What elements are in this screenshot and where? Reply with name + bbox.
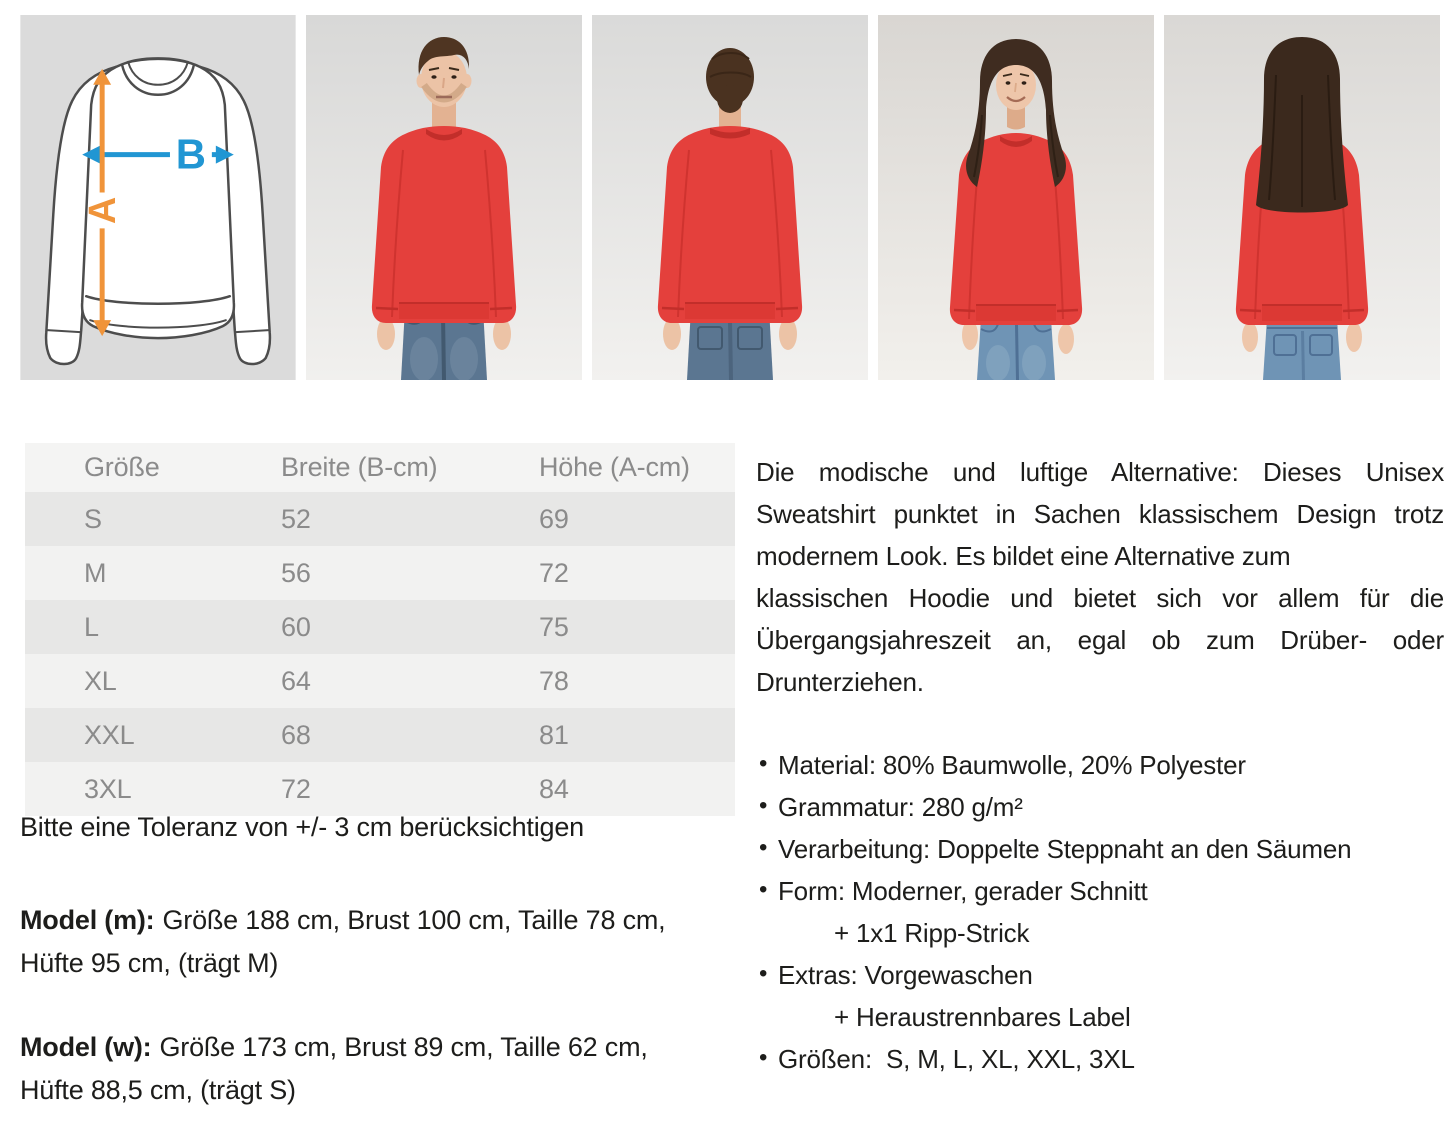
table-cell: 52 xyxy=(281,504,311,534)
bullet-icon: • xyxy=(759,750,768,777)
man-back-illustration xyxy=(592,15,868,380)
tolerance-note: Bitte eine Toleranz von +/- 3 cm berücksichtigen xyxy=(20,812,584,842)
feature-item xyxy=(756,870,1444,912)
bullet-icon: • xyxy=(759,1044,768,1071)
description-line: Drunterziehen. xyxy=(756,667,924,697)
table-cell: M xyxy=(84,558,107,588)
photo-woman-front xyxy=(878,15,1154,380)
table-cell: 64 xyxy=(281,666,311,696)
model-w-measurements: Größe 173 cm, Brust 89 cm, Taille 62 cm, xyxy=(159,1032,648,1062)
size-table xyxy=(25,443,735,816)
table-header-cell: Breite (B-cm) xyxy=(281,452,438,482)
table-row xyxy=(25,600,735,654)
bullet-icon: • xyxy=(759,960,768,987)
table-cell: 69 xyxy=(539,504,569,534)
table-cell: 72 xyxy=(539,558,569,588)
model-w-line2: Hüfte 88,5 cm, (trägt S) xyxy=(20,1075,296,1105)
feature-item xyxy=(756,828,1444,870)
feature-item xyxy=(756,996,1444,1038)
photo-man-front xyxy=(306,15,582,380)
feature-text: Größen: S, M, L, XL, XXL, 3XL xyxy=(778,1044,1135,1074)
table-row xyxy=(25,546,735,600)
size-diagram-panel xyxy=(20,15,296,380)
table-cell: 84 xyxy=(539,774,569,804)
table-cell: 68 xyxy=(281,720,311,750)
model-w-label: Model (w): xyxy=(20,1032,152,1062)
model-w-line1 xyxy=(20,1026,732,1069)
feature-item xyxy=(756,912,1444,954)
table-row xyxy=(25,708,735,762)
feature-text: + 1x1 Ripp-Strick xyxy=(834,918,1030,948)
feature-list xyxy=(756,744,1444,1080)
model-w-info xyxy=(20,1026,732,1112)
feature-item xyxy=(756,1038,1444,1080)
description xyxy=(756,451,1444,703)
photo-woman-back xyxy=(1164,15,1440,380)
bullet-icon: • xyxy=(759,834,768,861)
feature-text: Extras: Vorgewaschen xyxy=(778,960,1033,990)
feature-item xyxy=(756,786,1444,828)
table-cell: XXL xyxy=(84,720,135,750)
feature-text: Verarbeitung: Doppelte Steppnaht an den Säumen xyxy=(778,834,1352,864)
description-line: klassischen Hoodie und bietet sich vor allem für die xyxy=(756,583,1444,613)
photo-man-back xyxy=(592,15,868,380)
woman-back-illustration xyxy=(1164,15,1440,380)
bullet-icon: • xyxy=(759,792,768,819)
model-m-label: Model (m): xyxy=(20,905,155,935)
table-cell: 56 xyxy=(281,558,311,588)
feature-item xyxy=(756,954,1444,996)
table-row xyxy=(25,492,735,546)
feature-text: Grammatur: 280 g/m² xyxy=(778,792,1023,822)
woman-front-illustration xyxy=(878,15,1154,380)
width-label: B xyxy=(175,130,207,178)
table-header-row xyxy=(25,443,735,492)
description-line: Übergangsjahreszeit an, egal ob zum Drüber- oder xyxy=(756,625,1444,655)
description-line: Die modische und luftige Alternative: Dieses Unisex xyxy=(756,457,1444,487)
height-label: A xyxy=(82,196,125,225)
bullet-icon: • xyxy=(759,876,768,903)
table-cell: 60 xyxy=(281,612,311,642)
table-cell: 81 xyxy=(539,720,569,750)
model-m-line2: Hüfte 95 cm, (trägt M) xyxy=(20,948,279,978)
model-m-measurements: Größe 188 cm, Brust 100 cm, Taille 78 cm, xyxy=(162,905,666,935)
description-line: modernem Look. Es bildet eine Alternative zum xyxy=(756,541,1291,571)
table-header-cell: Größe xyxy=(84,452,160,482)
table-header-cell: Höhe (A-cm) xyxy=(539,452,690,482)
feature-item xyxy=(756,744,1444,786)
description-line: Sweatshirt punktet in Sachen klassischem Design trotz xyxy=(756,499,1444,529)
model-m-line1 xyxy=(20,899,732,942)
table-cell: 75 xyxy=(539,612,569,642)
table-cell: 3XL xyxy=(84,774,132,804)
size-diagram-illustration xyxy=(20,15,296,380)
man-front-illustration xyxy=(306,15,582,380)
feature-text: + Heraustrennbares Label xyxy=(834,1002,1131,1032)
table-row xyxy=(25,654,735,708)
feature-text: Material: 80% Baumwolle, 20% Polyester xyxy=(778,750,1246,780)
model-m-info xyxy=(20,899,732,985)
feature-text: Form: Moderner, gerader Schnitt xyxy=(778,876,1148,906)
table-cell: 72 xyxy=(281,774,311,804)
table-cell: S xyxy=(84,504,102,534)
table-row xyxy=(25,762,735,816)
table-cell: XL xyxy=(84,666,117,696)
table-cell: 78 xyxy=(539,666,569,696)
table-cell: L xyxy=(84,612,99,642)
